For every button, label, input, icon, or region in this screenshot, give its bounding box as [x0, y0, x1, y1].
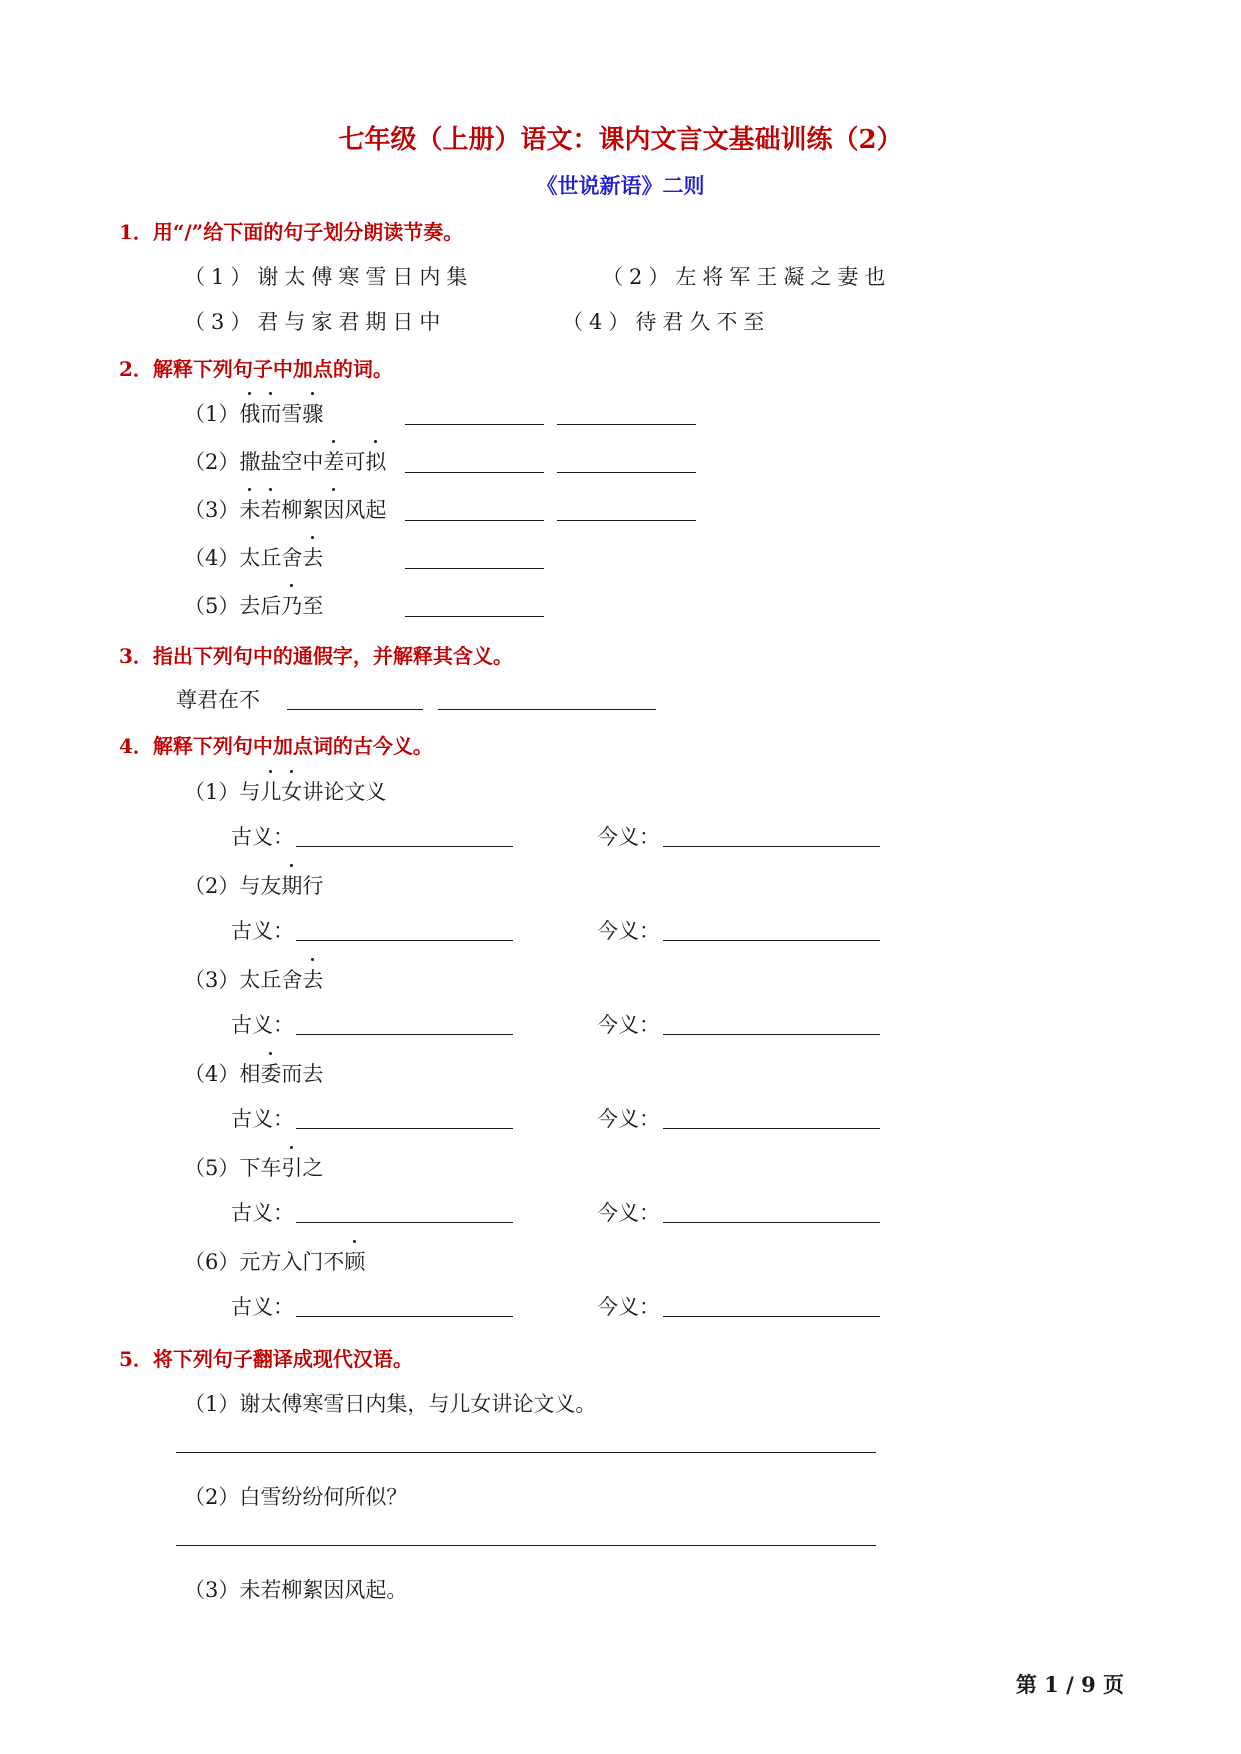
q4-item-1-number: （1）	[184, 780, 240, 804]
sentence-text: 与	[239, 780, 261, 804]
q3-answer-blank-2[interactable]	[438, 709, 656, 710]
emphasis-dotted-char: 期	[281, 870, 302, 900]
q4-item-2-ancient-blank[interactable]	[296, 940, 513, 941]
q1-item-3: （3）君与家君期日中	[184, 310, 447, 334]
sentence-text: 行	[302, 874, 324, 898]
q5-item-3: （3）未若柳絮因风起。	[184, 1578, 408, 1602]
sentence-text: 太丘舍	[239, 968, 303, 992]
q2-item-2-answer-blank-1[interactable]	[405, 472, 544, 473]
emphasis-dotted-char: 去	[302, 964, 323, 994]
q4-item-3-modern-blank[interactable]	[663, 1034, 880, 1035]
q4-item-2-sentence	[184, 870, 323, 900]
question-3-label: 3．指出下列句中的通假字，并解释其含义。	[119, 644, 513, 668]
q4-item-5-ancient-blank[interactable]	[296, 1222, 513, 1223]
question-5-label: 5．将下列句子翻译成现代汉语。	[119, 1347, 413, 1371]
sentence-text: 去后	[239, 594, 282, 618]
q4-item-6-ancient-blank[interactable]	[296, 1316, 513, 1317]
sentence-text: 撒盐空中	[239, 450, 324, 474]
document-title: 七年级（上册）语文：课内文言文基础训练（2）	[338, 125, 903, 155]
emphasis-dotted-char: 差	[323, 446, 344, 476]
q2-item-3-answer-blank-2[interactable]	[557, 520, 696, 521]
q4-item-3-sentence	[184, 964, 323, 994]
sentence-text: 至	[302, 594, 324, 618]
emphasis-dotted-char: 俄	[239, 398, 260, 428]
document-subtitle: 《世说新语》二则	[536, 173, 705, 198]
emphasis-dotted-char: 乃	[281, 590, 302, 620]
ancient-meaning-label: 古义：	[231, 1107, 294, 1131]
q4-item-3-number: （3）	[184, 968, 240, 992]
q2-item-2-answer-blank-2[interactable]	[557, 472, 696, 473]
emphasis-dotted-char: 未	[239, 494, 260, 524]
emphasis-dotted-char: 引	[281, 1152, 302, 1182]
page-number: 第 1 / 9 页	[1015, 1672, 1124, 1697]
modern-meaning-label: 今义：	[597, 1295, 660, 1319]
q4-item-6-modern-blank[interactable]	[663, 1316, 880, 1317]
q5-answer-line-1[interactable]	[176, 1452, 876, 1453]
q4-item-3-ancient-blank[interactable]	[296, 1034, 513, 1035]
question-4-label: 4．解释下列句中加点词的古今义。	[119, 734, 433, 758]
q4-item-5-sentence	[184, 1152, 323, 1182]
q3-sentence: 尊君在不	[176, 688, 260, 712]
emphasis-dotted-char: 因	[323, 494, 344, 524]
modern-meaning-label: 今义：	[597, 1201, 660, 1225]
q5-answer-line-2[interactable]	[176, 1545, 876, 1546]
ancient-meaning-label: 古义：	[231, 825, 294, 849]
q4-item-4-modern-blank[interactable]	[663, 1128, 880, 1129]
modern-meaning-label: 今义：	[597, 1107, 660, 1131]
q2-item-1-number: （1）	[184, 402, 240, 426]
q4-item-1-modern-blank[interactable]	[663, 846, 880, 847]
q4-item-6-number: （6）	[184, 1250, 240, 1274]
emphasis-dotted-char: 儿	[260, 776, 281, 806]
sentence-text: 可	[344, 450, 366, 474]
q2-item-5-sentence	[184, 590, 323, 620]
q2-item-2-number: （2）	[184, 450, 240, 474]
q4-item-2-number: （2）	[184, 874, 240, 898]
sentence-text: 相	[239, 1062, 261, 1086]
q1-item-1: （1）谢太傅寒雪日内集	[184, 265, 474, 289]
q2-item-3-number: （3）	[184, 498, 240, 522]
sentence-text: 而去	[281, 1062, 324, 1086]
q2-item-1-answer-blank-2[interactable]	[557, 424, 696, 425]
q5-item-1: （1）谢太傅寒雪日内集，与儿女讲论文义。	[184, 1392, 597, 1416]
q2-item-5-number: （5）	[184, 594, 240, 618]
ancient-meaning-label: 古义：	[231, 919, 294, 943]
sentence-text: 之	[302, 1156, 324, 1180]
sentence-text: 元方入门不	[239, 1250, 345, 1274]
q2-item-1-answer-blank-1[interactable]	[405, 424, 544, 425]
modern-meaning-label: 今义：	[597, 825, 660, 849]
q4-item-5-modern-blank[interactable]	[663, 1222, 880, 1223]
sentence-text: 太丘舍	[239, 546, 303, 570]
ancient-meaning-label: 古义：	[231, 1201, 294, 1225]
sentence-text: 风起	[344, 498, 387, 522]
q2-item-4-answer-blank-1[interactable]	[405, 568, 544, 569]
sentence-text: 与友	[239, 874, 282, 898]
q4-item-4-ancient-blank[interactable]	[296, 1128, 513, 1129]
q4-item-2-modern-blank[interactable]	[663, 940, 880, 941]
question-1-label: 1．用“/”给下面的句子划分朗读节奏。	[119, 220, 464, 244]
q2-item-2-sentence	[184, 446, 386, 476]
emphasis-dotted-char: 而	[260, 398, 281, 428]
question-2-label: 2．解释下列句子中加点的词。	[119, 357, 393, 381]
emphasis-dotted-char: 去	[302, 542, 323, 572]
q3-answer-blank-1[interactable]	[287, 709, 423, 710]
q4-item-1-sentence	[184, 776, 386, 806]
q1-item-2: （2）左将军王凝之妻也	[602, 265, 892, 289]
q4-item-1-ancient-blank[interactable]	[296, 846, 513, 847]
q4-item-5-number: （5）	[184, 1156, 240, 1180]
q2-item-4-number: （4）	[184, 546, 240, 570]
q2-item-3-sentence	[184, 494, 386, 524]
modern-meaning-label: 今义：	[597, 1013, 660, 1037]
q2-item-3-answer-blank-1[interactable]	[405, 520, 544, 521]
sentence-text: 讲论文义	[302, 780, 387, 804]
emphasis-dotted-char: 顾	[344, 1246, 365, 1276]
emphasis-dotted-char: 委	[260, 1058, 281, 1088]
sentence-text: 柳絮	[281, 498, 324, 522]
emphasis-dotted-char: 若	[260, 494, 281, 524]
emphasis-dotted-char: 拟	[365, 446, 386, 476]
q2-item-5-answer-blank-1[interactable]	[405, 616, 544, 617]
sentence-text: 下车	[239, 1156, 282, 1180]
q5-item-2: （2）白雪纷纷何所似？	[184, 1485, 408, 1509]
modern-meaning-label: 今义：	[597, 919, 660, 943]
emphasis-dotted-char: 骤	[302, 398, 323, 428]
q2-item-1-sentence	[184, 398, 323, 428]
ancient-meaning-label: 古义：	[231, 1013, 294, 1037]
q4-item-4-number: （4）	[184, 1062, 240, 1086]
emphasis-dotted-char: 女	[281, 776, 302, 806]
q1-item-4: （4）待君久不至	[562, 310, 771, 334]
q4-item-4-sentence	[184, 1058, 323, 1088]
ancient-meaning-label: 古义：	[231, 1295, 294, 1319]
q2-item-4-sentence	[184, 542, 323, 572]
sentence-text: 雪	[281, 402, 303, 426]
q4-item-6-sentence	[184, 1246, 365, 1276]
